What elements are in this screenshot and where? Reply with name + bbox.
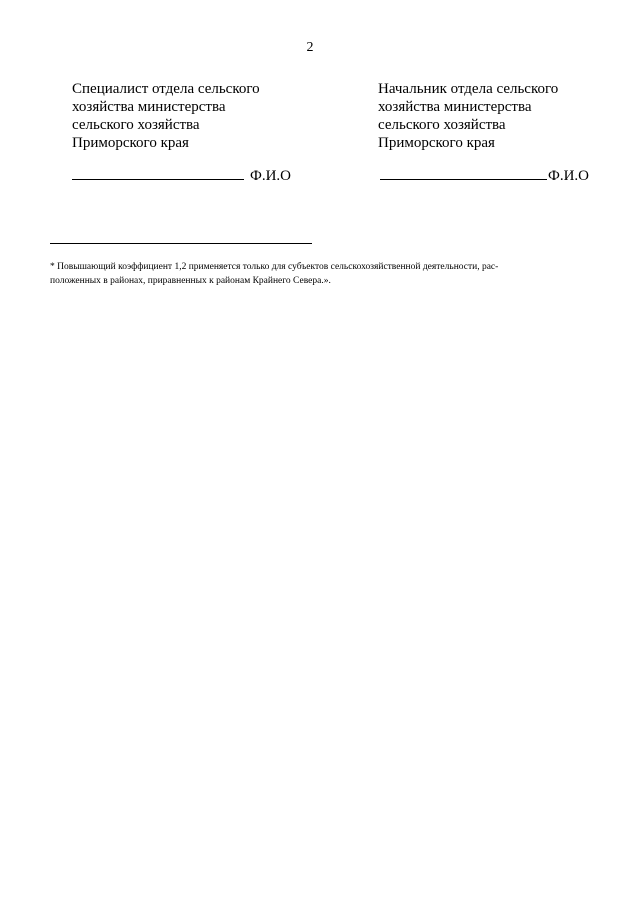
page-number: 2 — [306, 40, 314, 55]
footnote-line: * Повышающий коэффициент 1,2 применяется только для субъектов сельскохозяйственной деятельности, рас- — [50, 262, 499, 272]
left-signature-line — [72, 165, 244, 180]
right-signature-title — [378, 80, 558, 152]
footnote-line: положенных в районах, приравненных к районам Крайнего Севера.». — [50, 276, 331, 286]
footnote — [50, 260, 580, 288]
left-title-line: Приморского края — [72, 135, 189, 151]
right-title-line: Приморского края — [378, 135, 495, 151]
left-title-line: Специалист отдела сельского — [72, 81, 260, 97]
left-signature-title — [72, 80, 260, 152]
left-name-placeholder: Ф.И.О — [250, 168, 292, 184]
footnote-separator — [50, 243, 312, 244]
right-title-line: сельского хозяйства — [378, 117, 506, 133]
right-signature-row — [380, 165, 589, 185]
right-name-placeholder: Ф.И.О — [548, 168, 590, 184]
right-title-line: Начальник отдела сельского — [378, 81, 559, 97]
left-title-line: сельского хозяйства — [72, 117, 200, 133]
left-signature-row — [72, 165, 291, 185]
right-signature-line — [380, 165, 547, 180]
left-title-line: хозяйства министерства — [72, 99, 226, 115]
right-title-line: хозяйства министерства — [378, 99, 532, 115]
